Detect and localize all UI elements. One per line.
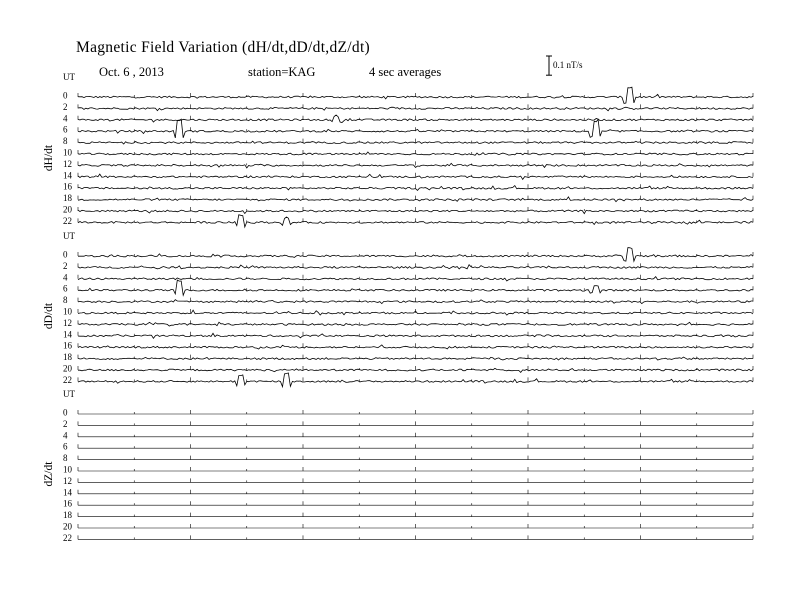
hour-tick-label: 10	[63, 464, 72, 475]
panel-ylabel: dZ/dt	[43, 461, 55, 487]
hour-tick-label: 16	[63, 498, 72, 509]
panel-ylabel: dH/dt	[43, 144, 55, 172]
hour-tick-label: 12	[63, 317, 72, 328]
hour-tick-label: 22	[63, 374, 72, 385]
chart-title: Magnetic Field Variation (dH/dt,dD/dt,dZ/dt)	[76, 39, 371, 56]
hour-tick-label: 20	[63, 521, 72, 532]
hour-tick-label: 18	[63, 352, 72, 363]
hour-tick-label: 4	[63, 272, 68, 283]
hour-tick-label: 4	[63, 113, 68, 124]
hour-tick-label: 6	[63, 283, 68, 294]
hour-tick-label: 12	[63, 475, 72, 486]
hour-tick-label: 10	[63, 147, 72, 158]
hour-tick-label: 16	[63, 340, 72, 351]
hour-tick-label: 22	[63, 215, 72, 226]
hour-tick-label: 18	[63, 510, 72, 521]
panel-ylabel: dD/dt	[43, 302, 55, 330]
hour-tick-label: 6	[63, 441, 68, 452]
hour-tick-label: 14	[63, 170, 72, 181]
hour-tick-label: 2	[63, 260, 68, 271]
hour-tick-label: 10	[63, 306, 72, 317]
hour-tick-label: 0	[63, 90, 68, 101]
hour-tick-label: 16	[63, 181, 72, 192]
hour-tick-label: 20	[63, 363, 72, 374]
hour-tick-label: 6	[63, 124, 68, 135]
hour-tick-label: 12	[63, 158, 72, 169]
hour-tick-label: 8	[63, 453, 68, 464]
hour-tick-label: 0	[63, 249, 68, 260]
panel-time-label: UT	[63, 72, 75, 82]
hour-tick-label: 22	[63, 532, 72, 543]
averaging-label: 4 sec averages	[369, 65, 442, 79]
hour-tick-label: 2	[63, 101, 68, 112]
date-label: Oct. 6 , 2013	[99, 65, 164, 79]
hour-tick-label: 8	[63, 136, 68, 147]
hour-tick-label: 0	[63, 407, 68, 418]
hour-tick-label: 8	[63, 295, 68, 306]
hour-tick-label: 14	[63, 329, 72, 340]
hour-tick-label: 4	[63, 430, 68, 441]
hour-tick-label: 20	[63, 204, 72, 215]
station-label: station=KAG	[248, 65, 316, 79]
panel-time-label: UT	[63, 389, 75, 399]
hour-tick-label: 14	[63, 487, 72, 498]
hour-tick-label: 18	[63, 193, 72, 204]
panel-time-label: UT	[63, 231, 75, 241]
scale-bar-label: 0.1 nT/s	[553, 60, 583, 70]
hour-tick-label: 2	[63, 418, 68, 429]
